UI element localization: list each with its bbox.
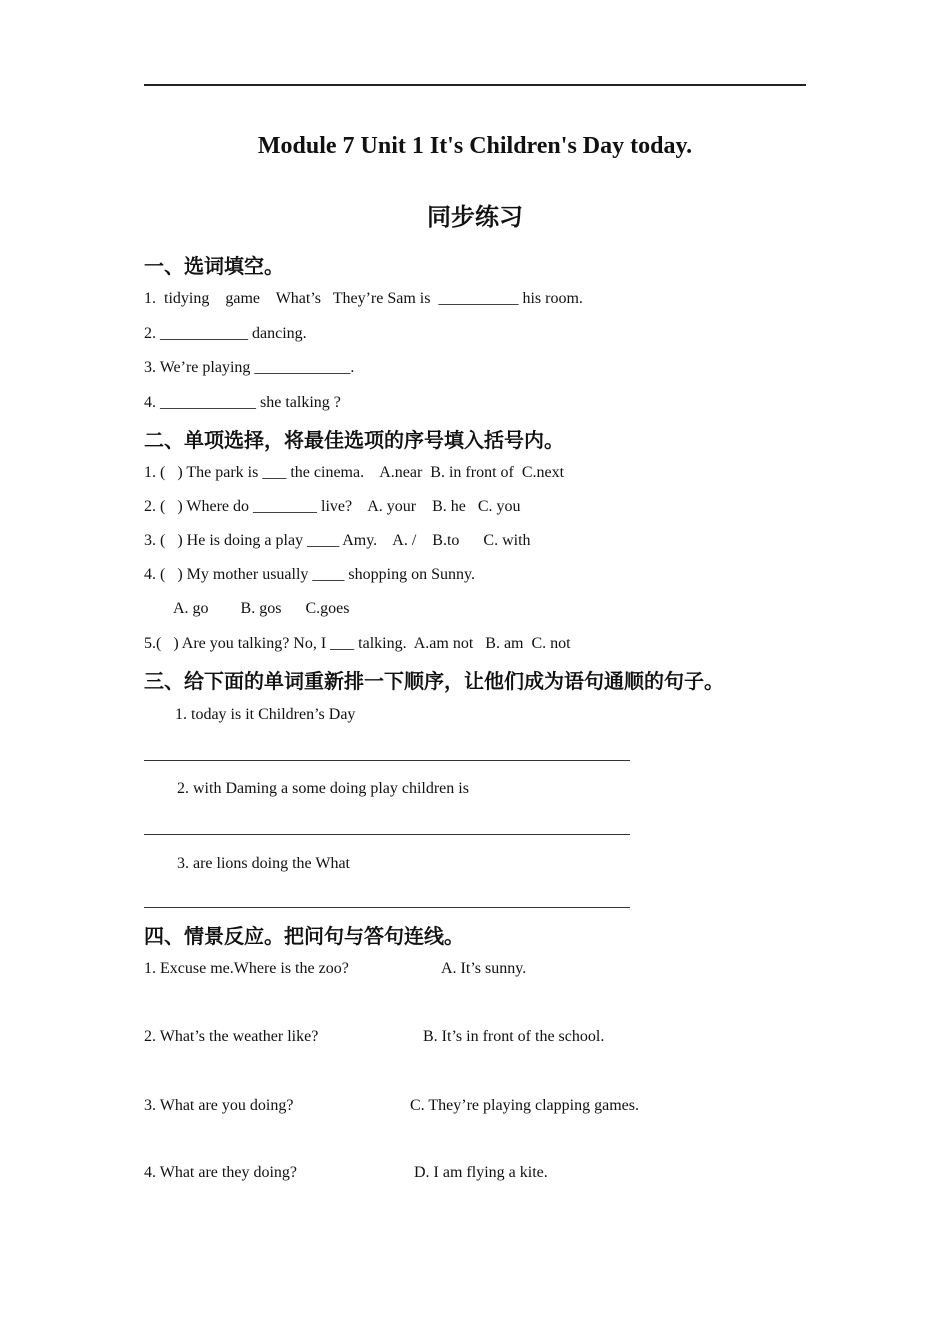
answer-d: D. I am flying a kite. bbox=[414, 1164, 548, 1181]
section1-item-1: 1. tidying game What’s They’re Sam is __________ his room. bbox=[144, 290, 583, 307]
question-3: 3. What are you doing? bbox=[144, 1097, 294, 1114]
question-4: 4. What are they doing? bbox=[144, 1164, 297, 1181]
section2-item-1: 1. ( ) The park is ___ the cinema. A.near B. in front of C.next bbox=[144, 464, 565, 481]
section3-item-3: 3. are lions doing the What bbox=[177, 855, 350, 872]
section2-item-5: 5.( ) Are you talking? No, I ___ talking. A.am not B. am C. not bbox=[144, 635, 571, 652]
section2-item-3: 3. ( ) He is doing a play ____ Amy. A. / B.to C. with bbox=[144, 532, 531, 549]
section1-item-3: 3. We’re playing ____________. bbox=[144, 359, 355, 376]
section1-item-2: 2. ___________ dancing. bbox=[144, 325, 307, 342]
section3-item-2: 2. with Daming a some doing play children is bbox=[177, 780, 469, 797]
page-subtitle: 同步练习 bbox=[427, 203, 523, 231]
answer-b: B. It’s in front of the school. bbox=[423, 1028, 605, 1045]
section1-item-4: 4. ____________ she talking ? bbox=[144, 394, 341, 411]
section4-heading: 四、情景反应。把问句与答句连线。 bbox=[144, 924, 464, 948]
answer-a: A. It’s sunny. bbox=[441, 960, 527, 977]
answer-line-3 bbox=[144, 907, 630, 908]
answer-c: C. They’re playing clapping games. bbox=[410, 1097, 639, 1114]
section2-item-4: 4. ( ) My mother usually ____ shopping on Sunny. bbox=[144, 566, 475, 583]
section2-heading: 二、单项选择，将最佳选项的序号填入括号内。 bbox=[144, 428, 564, 452]
answer-line-2 bbox=[144, 834, 630, 835]
top-rule bbox=[144, 84, 806, 86]
section3-item-1: 1. today is it Children’s Day bbox=[175, 706, 356, 723]
page-title: Module 7 Unit 1 It's Children's Day today. bbox=[257, 133, 693, 159]
question-2: 2. What’s the weather like? bbox=[144, 1028, 319, 1045]
section2-item-2: 2. ( ) Where do ________ live? A. your B. he C. you bbox=[144, 498, 521, 515]
section2-item-4-options: A. go B. gos C.goes bbox=[173, 600, 350, 617]
question-1: 1. Excuse me.Where is the zoo? bbox=[144, 960, 349, 977]
section3-heading: 三、给下面的单词重新排一下顺序，让他们成为语句通顺的句子。 bbox=[144, 669, 724, 693]
section1-heading: 一、选词填空。 bbox=[144, 254, 284, 278]
answer-line-1 bbox=[144, 760, 630, 761]
